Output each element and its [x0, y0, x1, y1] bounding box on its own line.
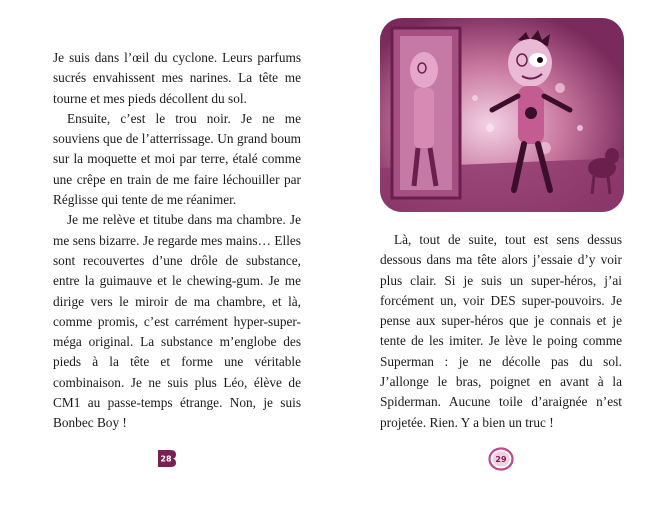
right-page — [336, 0, 672, 511]
paragraph: Je me relève et titube dans ma chambre. Je me sens bizarre. Je regarde mes mains… Elles sont recouvertes d’une drôle de substance, entre la guimauve et le chewing-gum. Je me dirige vers le miroir de ma chambre, et là, comme promis, c’est carrément hyper-super-méga original. La substance m’englobe des pieds à la tête et forme une véritable combinaison. Je ne suis plus Léo, élève de CM1 au passe-temps étrange. Non, je suis Bonbec Boy ! — [53, 212, 301, 431]
page-number-left — [157, 449, 177, 468]
paragraph: Je suis dans l’œil du cyclone. Leurs parfums sucrés envahissent mes narines. La tête me tourne et mes pieds décollent du sol. — [53, 50, 301, 106]
left-page-text — [53, 48, 301, 434]
page-number-right-text: 29 — [495, 455, 507, 464]
paragraph: Ensuite, c’est le trou noir. Je ne me souviens que de l’atterrissage. Un grand boum sur la moquette et moi par terre, étalé comme une crêpe en train de me faire léchouiller par Réglisse qui tente de me réanimer. — [53, 110, 301, 208]
right-page-text — [380, 230, 622, 433]
paragraph: Là, tout de suite, tout est sens dessus dessous dans ma tête alors j’essaie d’y voir plus clair. Si je suis un super-héros, j’ai forcément un, voir DES super-pouvoirs. Je pense aux super-héros que je connais et je tente de les imiter. Je lève le poing comme Superman : je ne décolle pas du sol. J’allonge le bras, poignet en avant à la Spiderman. Aucune toile d’araignée n’est projetée. Rien. Y a bien un truc ! — [380, 232, 622, 430]
page-number-left-text: 28 — [160, 454, 172, 464]
bonbec-boy-illustration — [380, 18, 624, 212]
page-number-right — [488, 447, 514, 471]
